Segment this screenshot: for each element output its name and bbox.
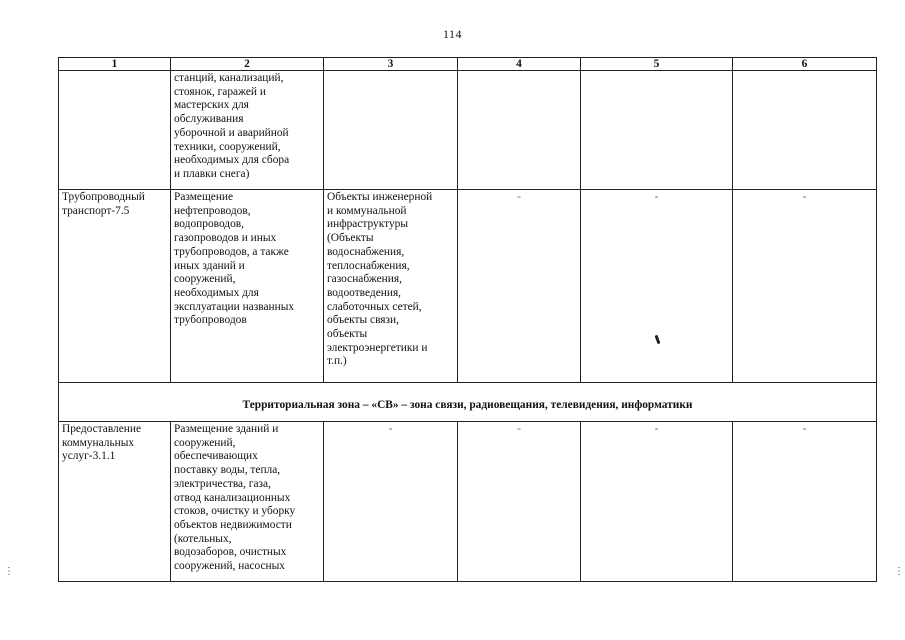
table-row — [59, 422, 877, 582]
table-row — [59, 190, 877, 383]
table-cell-col5 — [581, 71, 733, 190]
table-cell-use-type: Предоставление коммунальных услуг-3.1.1 — [59, 422, 171, 582]
table-cell-description: Размещение нефтепроводов, водопроводов, газопроводов и иных трубопроводов, а также иных зданий и сооружений, необходимых для эксплуатации названных трубопроводов — [171, 190, 324, 383]
table-cell-col5: - — [581, 422, 733, 582]
column-header-1: 1 — [59, 58, 171, 71]
page-number: 114 — [442, 27, 463, 41]
table-cell-col4 — [458, 71, 581, 190]
scan-edge-mark-left: ⋮ — [4, 566, 14, 577]
table-cell-col6: - — [733, 190, 877, 383]
zone-heading: Территориальная зона – «СВ» – зона связи, радиовещания, телевидения, информатики — [59, 383, 877, 422]
header-row — [59, 58, 877, 71]
scan-edge-mark-right: ⋮ — [894, 566, 904, 577]
zone-heading-row — [59, 383, 877, 422]
table-cell-objects: - — [324, 422, 458, 582]
land-use-table — [58, 57, 877, 582]
table-cell-col4: - — [458, 422, 581, 582]
table-cell-use-type: Трубопроводный транспорт-7.5 — [59, 190, 171, 383]
column-header-3: 3 — [324, 58, 458, 71]
table-cell-col6: - — [733, 422, 877, 582]
table-cell-use-type — [59, 71, 171, 190]
table-row — [59, 71, 877, 190]
table-cell-objects: Объекты инженерной и коммунальной инфраструктуры (Объекты водоснабжения, теплоснабжения, газоснабжения, водоотведения, слаботочных сетей, объекты связи, объекты электроэнергетики и т.п.) — [324, 190, 458, 383]
table-cell-col6 — [733, 71, 877, 190]
column-header-2: 2 — [171, 58, 324, 71]
table-cell-description: станций, канализаций, стоянок, гаражей и мастерских для обслуживания уборочной и аварийной техники, сооружений, необходимых для сбора и плавки снега) — [171, 71, 324, 190]
column-header-6: 6 — [733, 58, 877, 71]
table-cell-col5: - — [581, 190, 733, 383]
table-cell-objects — [324, 71, 458, 190]
table-cell-col4: - — [458, 190, 581, 383]
table-cell-description: Размещение зданий и сооружений, обеспечивающих поставку воды, тепла, электричества, газа, отвод канализационных стоков, очистку и уборку объектов недвижимости (котельных, водозаборов, очистных сооружений, насосных — [171, 422, 324, 582]
column-header-4: 4 — [458, 58, 581, 71]
column-header-5: 5 — [581, 58, 733, 71]
